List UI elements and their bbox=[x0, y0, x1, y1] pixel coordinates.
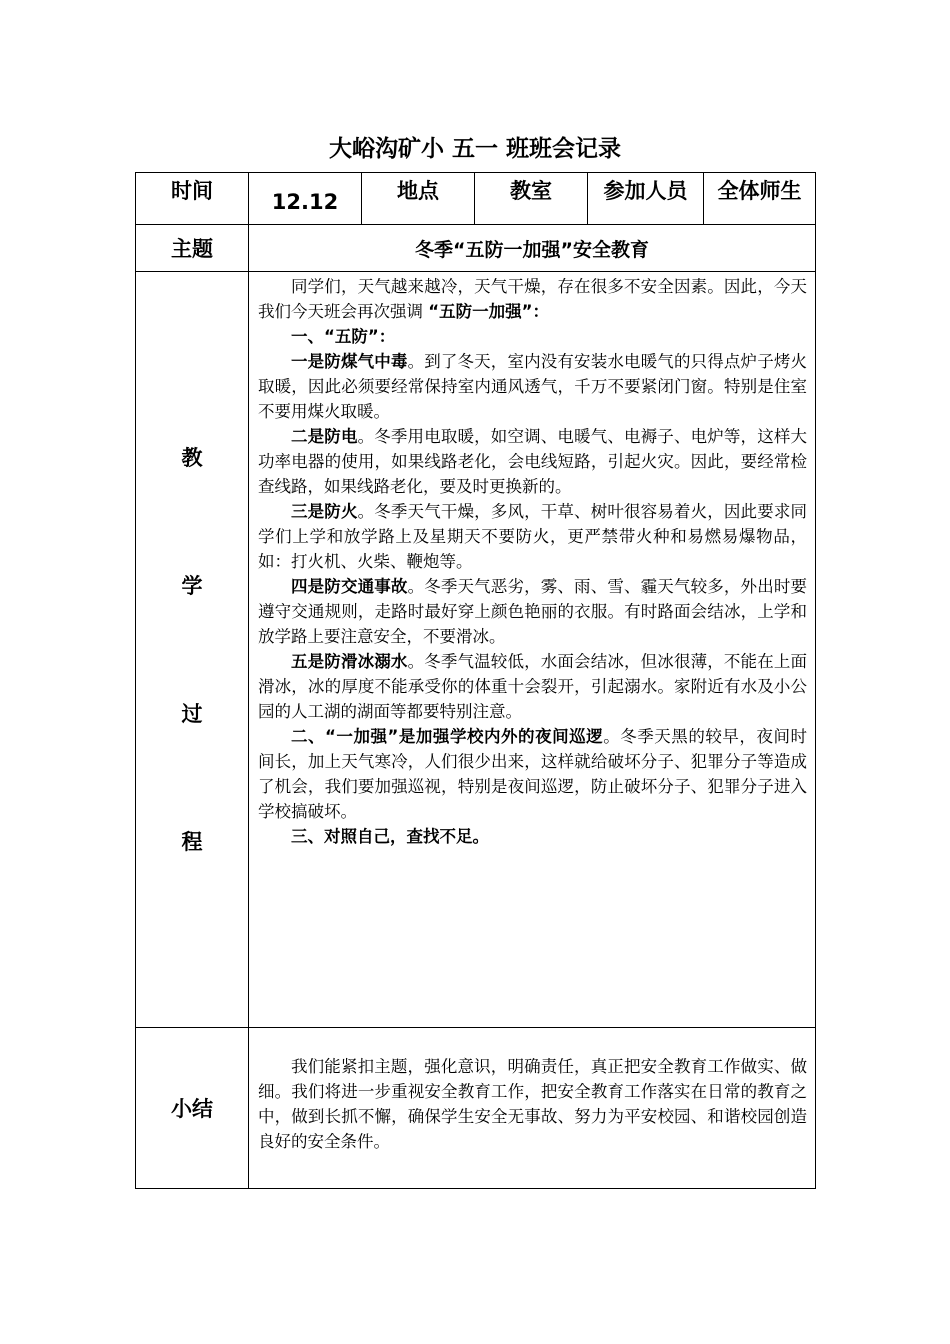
info-row bbox=[136, 173, 816, 225]
process-label-char: 教 bbox=[181, 445, 203, 470]
subject-row bbox=[136, 225, 816, 272]
section2-paragraph: 二、“一加强”是加强学校内外的夜间巡逻。冬季天黑的较早，夜间时间长，加上天气寒冷，人们很少出来，这样就给破坏分子、犯罪分子等造成了机会，我们要加强巡视，特别是夜间巡逻，防止破坏分子、犯罪分子进入学校搞破坏。 bbox=[258, 727, 807, 821]
item-paragraph: 三是防火。冬季天气干燥，多风，干草、树叶很容易着火，因此要求同学们上学和放学路上及星期天不要防火，更严禁带火种和易燃易爆物品，如：打火机、火柴、鞭炮等。 bbox=[258, 502, 808, 571]
summary-label: 小结 bbox=[136, 1028, 249, 1189]
subject-value: 冬季“五防一加强”安全教育 bbox=[249, 225, 816, 272]
summary-paragraph: 我们能紧扣主题，强化意识，明确责任，真正把安全教育工作做实、做细。我们将进一步重视安全教育工作，把安全教育工作落实在日常的教育之中，做到长抓不懈，确保学生安全无事故、努力为平安校园、和谐校园创造良好的安全条件。 bbox=[258, 1057, 807, 1151]
item-paragraph: 一是防煤气中毒。到了冬天，室内没有安装水电暖气的只得点炉子烤火取暖，因此必须要经常保持室内通风透气，千万不要紧闭门窗。特别是住室不要用煤火取暖。 bbox=[258, 352, 808, 421]
intro-paragraph: 同学们，天气越来越冷，天气干燥，存在很多不安全因素。因此，今天我们今天班会再次强调 “五防一加强”： bbox=[258, 277, 807, 321]
item-paragraph: 五是防滑冰溺水。冬季气温较低，水面会结冰，但冰很薄，不能在上面滑冰，冰的厚度不能承受你的体重十会裂开，引起溺水。家附近有水及小公园的人工湖的湖面等都要特别注意。 bbox=[258, 652, 808, 721]
process-label bbox=[136, 272, 249, 1028]
subject-label: 主题 bbox=[136, 225, 249, 272]
process-label-char: 过 bbox=[181, 701, 203, 726]
summary-content bbox=[249, 1028, 816, 1189]
participants-label: 参加人员 bbox=[588, 173, 704, 225]
summary-row bbox=[136, 1028, 816, 1189]
meeting-record-table bbox=[135, 172, 816, 1189]
process-label-char: 学 bbox=[181, 573, 203, 598]
item-paragraph: 四是防交通事故。冬季天气恶劣，雾、雨、雪、霾天气较多，外出时要遵守交通规则，走路时最好穿上颜色艳丽的衣服。有时路面会结冰，上学和放学路上要注意安全，不要滑冰。 bbox=[258, 577, 808, 646]
section3-heading: 三、对照自己，查找不足。 bbox=[291, 827, 489, 846]
section1-heading: 一、“五防”： bbox=[291, 327, 396, 346]
time-value: 12.12 bbox=[249, 173, 362, 225]
process-content bbox=[249, 272, 816, 1028]
place-value: 教室 bbox=[475, 173, 588, 225]
item-paragraph: 二是防电。冬季用电取暖，如空调、电暖气、电褥子、电炉等，这样大功率电器的使用，如果线路老化，会电线短路，引起火灾。因此，要经常检查线路，如果线路老化，要及时更换新的。 bbox=[258, 427, 808, 496]
process-label-char: 程 bbox=[181, 829, 203, 854]
place-label: 地点 bbox=[362, 173, 475, 225]
document-title: 大峪沟矿小 五一 班班会记录 bbox=[328, 136, 621, 162]
participants-value: 全体师生 bbox=[704, 173, 816, 225]
time-label: 时间 bbox=[136, 173, 249, 225]
process-row bbox=[136, 272, 816, 1028]
